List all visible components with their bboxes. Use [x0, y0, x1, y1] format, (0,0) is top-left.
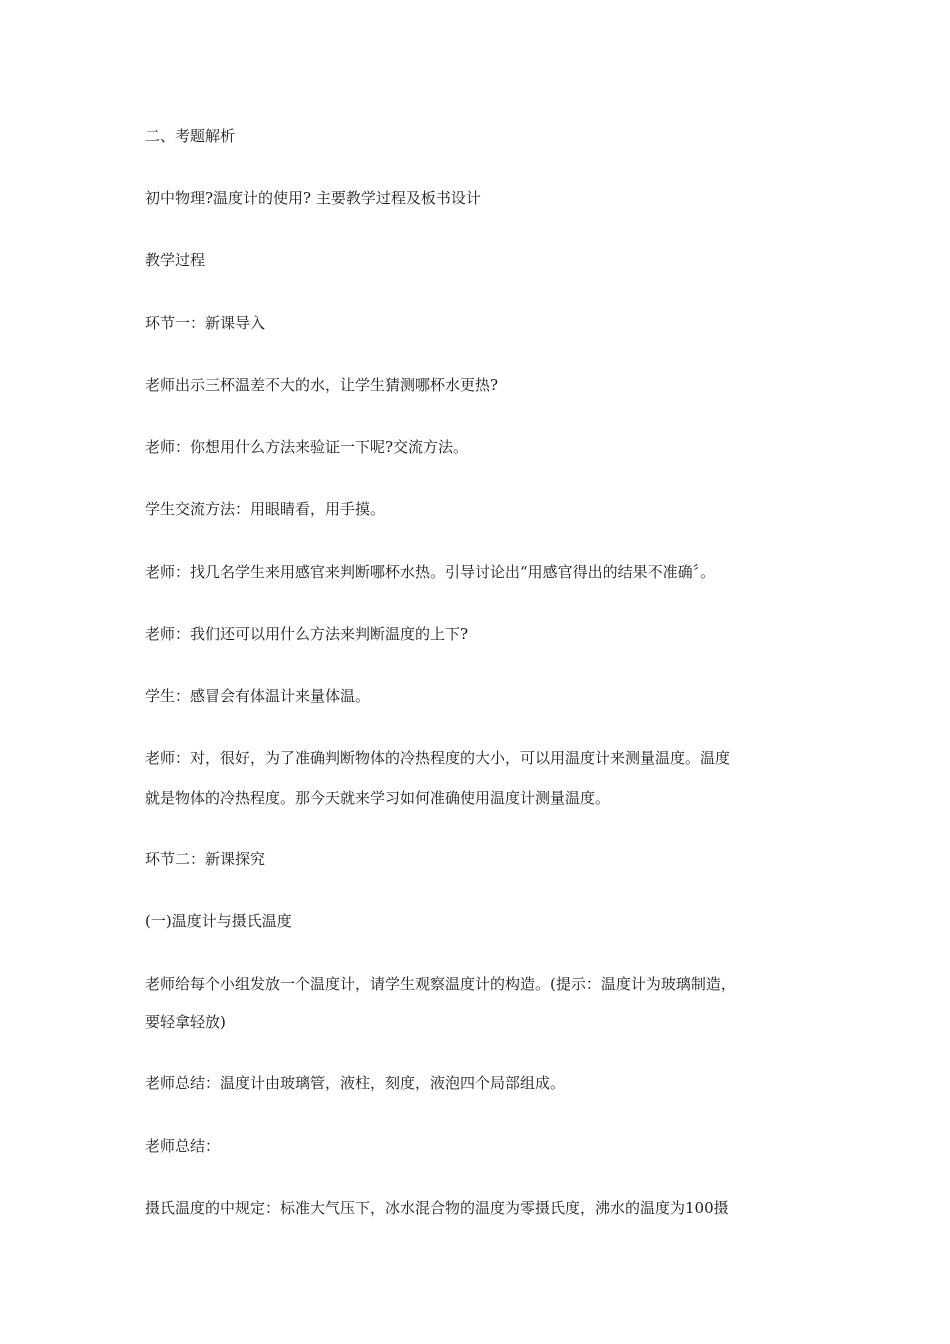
paragraph: 老师：你想用什么方法来验证一下呢?交流方法。: [145, 438, 469, 456]
paragraph: 老师：找几名学生来用感官来判断哪杯水热。引导讨论出“用感官得出的结果不准确〞。: [145, 563, 716, 581]
paragraph: 老师：我们还可以用什么方法来判断温度的上下?: [145, 625, 469, 643]
section-heading: 二、考题解析: [145, 127, 236, 145]
paragraph: 学生：感冒会有体温计来量体温。: [145, 687, 371, 705]
subheading-teaching-process: 教学过程: [145, 251, 206, 269]
paragraph-line: 就是物体的冷热程度。那今天就来学习如何准确使用温度计测量温度。: [145, 789, 611, 807]
stage-two-heading: 环节二：新课探究: [145, 850, 266, 868]
paragraph: 老师出示三杯温差不大的水，让学生猜测哪杯水更热?: [145, 376, 499, 394]
paragraph: 老师总结：温度计由玻璃管，液柱，刻度，液泡四个局部组成。: [145, 1074, 566, 1092]
paragraph: 老师总结：: [145, 1137, 221, 1155]
document-title: 初中物理?温度计的使用? 主要教学过程及板书设计: [145, 189, 481, 207]
stage-one-heading: 环节一：新课导入: [145, 314, 266, 332]
subsection-heading: (一)温度计与摄氏温度: [145, 912, 292, 930]
paragraph-line: 摄氏温度的中规定：标准大气压下，冰水混合物的温度为零摄氏度，沸水的温度为100摄: [145, 1199, 729, 1217]
paragraph-line: 要轻拿轻放): [145, 1013, 226, 1031]
paragraph-line: 老师给每个小组发放一个温度计，请学生观察温度计的构造。(提示：温度计为玻璃制造，: [145, 975, 736, 993]
paragraph: 学生交流方法：用眼睛看，用手摸。: [145, 500, 386, 518]
paragraph-line: 老师：对，很好，为了准确判断物体的冷热程度的大小，可以用温度计来测量温度。温度: [145, 749, 731, 767]
